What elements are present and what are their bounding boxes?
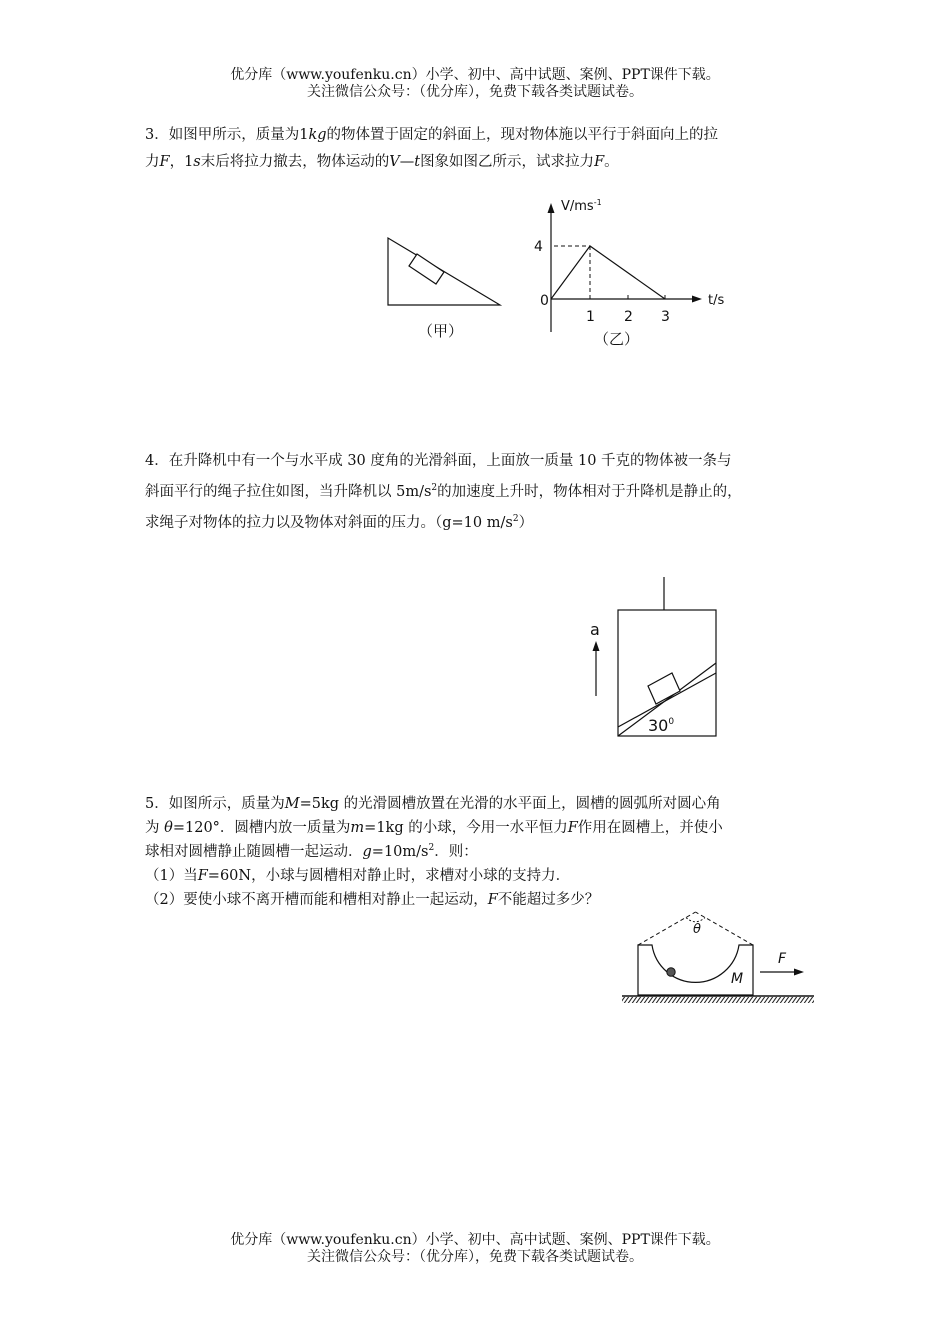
y-axis-arrow [548,203,555,213]
mass-label: M [731,971,744,987]
x-tick-1: 1 [586,309,595,325]
accel-arrow-head [593,641,600,651]
angle-label: $30^0$ [648,716,675,735]
vt-graph [530,195,740,335]
q5-line-3: 球相对圆槽静止随圆槽一起运动．$g=10m/s^2$．则： [145,843,478,860]
page-header [0,67,950,101]
q4-line-3: 求绳子对物体的拉力以及物体对斜面的压力。（g=10 $m/s^2$） [145,514,534,531]
question-4 [145,446,825,539]
radius-right [696,912,754,945]
x-tick-3: 3 [661,309,670,325]
footer-line-2: 关注微信公众号：（优分库），免费下载各类试题试卷。 [307,1249,643,1265]
elevator-figure [580,575,720,740]
velocity-line [551,246,665,299]
question-5 [145,792,825,912]
accel-label: a [590,620,600,639]
header-line-1: 优分库（www.youfenku.cn）小学、初中、高中试题、案例、PPT课件下载。 [230,67,720,83]
radius-left [638,912,696,945]
groove-figure [620,905,820,1010]
x-axis-arrow [692,296,702,303]
incline-figure [380,230,510,315]
header-line-2: 关注微信公众号：（优分库），免费下载各类试题试卷。 [307,84,643,100]
fig-a-label: （甲） [418,322,464,340]
ground-hatch [622,997,814,1003]
block [409,254,444,284]
q3-line-2: 力F，1s末后将拉力撤去，物体运动的V—t图象如图乙所示，试求拉力F。 [145,154,619,170]
groove-body [638,945,753,995]
page-footer [0,1232,950,1266]
footer-line-1: 优分库（www.youfenku.cn）小学、初中、高中试题、案例、PPT课件下载。 [230,1232,720,1248]
q3-line-1: 3．如图甲所示，质量为1kg的物体置于固定的斜面上，现对物体施以平行于斜面向上的拉 [145,127,719,143]
ball [667,968,675,976]
y-tick-4: 4 [534,239,543,255]
y-axis-label: $V/ms^{-1}$ [561,198,602,214]
x-axis-label: t/s [708,293,725,308]
fig-b-label: （乙） [594,330,640,348]
q5-line-1: 5．如图所示，质量为M=5kg 的光滑圆槽放置在光滑的水平面上，圆槽的圆弧所对圆心角 [145,796,721,812]
theta-label: θ [693,922,701,937]
force-label: F [778,951,787,967]
block [648,673,680,704]
x-tick-2: 2 [624,309,633,325]
q5-line-4: （1）当F=60N，小球与圆槽相对静止时，求槽对小球的支持力． [145,868,571,884]
q4-line-2: 斜面平行的绳子拉住如图，当升降机以 $5m/s^2$的加速度上升时，物体相对于升降机是静止的， [145,483,742,500]
question-3 [145,122,825,176]
q4-line-1: 4．在升降机中有一个与水平成 30 度角的光滑斜面，上面放一质量 10 千克的物体被一条与 [145,453,732,469]
origin-label: 0 [540,293,549,309]
force-arrow-head [794,969,804,976]
q5-line-5: （2）要使小球不离开槽而能和槽相对静止一起运动，F不能超过多少？ [145,892,600,908]
q5-line-2: 为 θ=120°．圆槽内放一质量为m=1kg 的小球，今用一水平恒力F作用在圆槽上，并使小 [145,820,723,836]
